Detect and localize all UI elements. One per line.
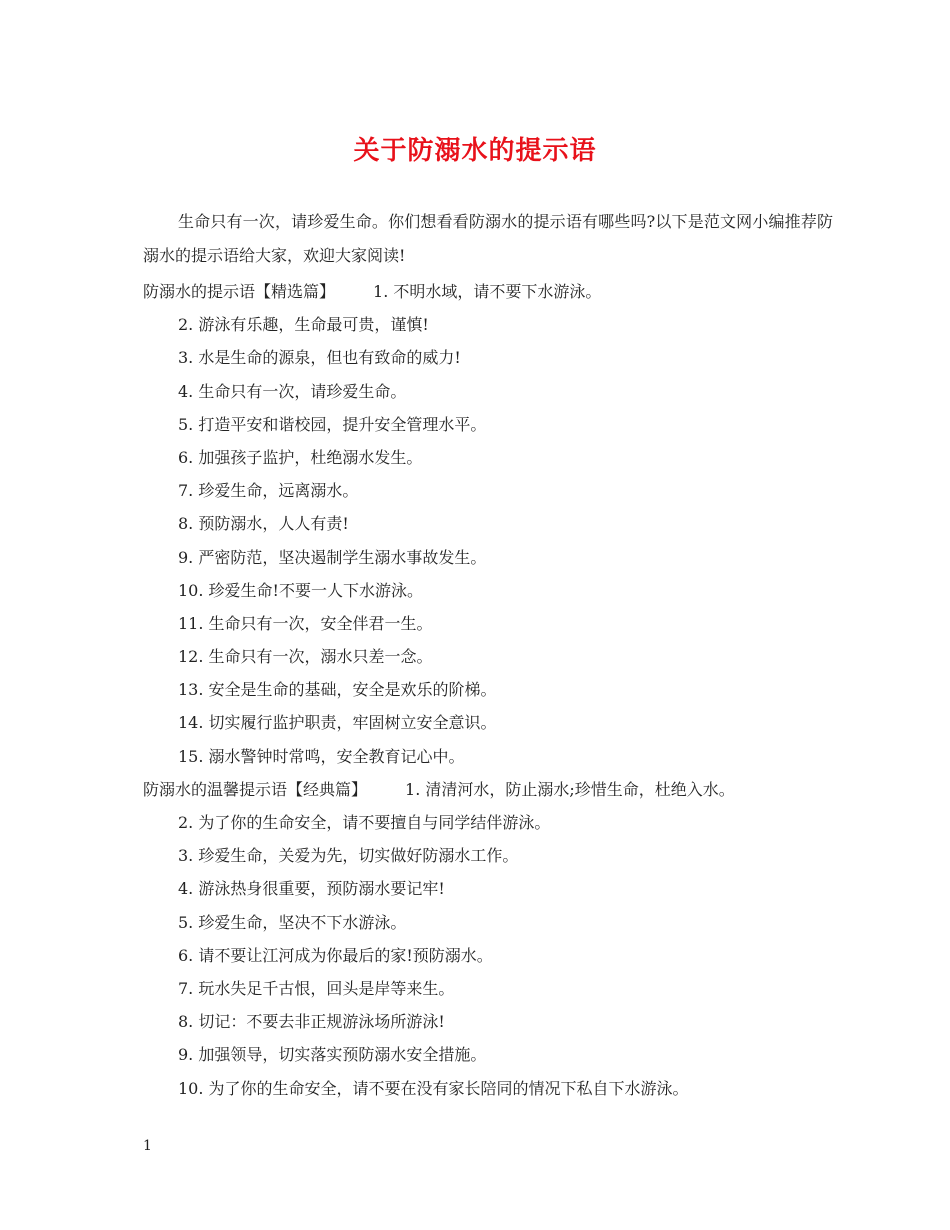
list-item: 3. 珍爱生命，关爱为先，切实做好防溺水工作。: [178, 846, 519, 866]
list-item: 12. 生命只有一次，溺水只差一念。: [178, 647, 433, 667]
list-item: 2. 游泳有乐趣，生命最可贵，谨慎!: [178, 315, 429, 335]
list-item: 15. 溺水警钟时常鸣，安全教育记心中。: [178, 746, 465, 766]
list-item: 5. 打造平安和谐校园，提升安全管理水平。: [178, 414, 487, 434]
page-number: 1: [143, 1138, 152, 1154]
list-item: 10. 为了你的生命安全，请不要在没有家长陪同的情况下私自下水游泳。: [178, 1078, 689, 1098]
section-1-heading-line: [143, 275, 843, 308]
section-1-item-1: 1. 不明水域，请不要下水游泳。: [373, 282, 602, 301]
section-2-item-1: 1. 清清河水，防止溺水;珍惜生命，杜绝入水。: [405, 779, 735, 799]
list-item: 4. 游泳热身很重要，预防溺水要记牢!: [178, 879, 445, 899]
list-item: 7. 珍爱生命，远离溺水。: [178, 481, 359, 501]
list-item: 5. 珍爱生命，坚决不下水游泳。: [178, 912, 407, 932]
section-2-heading-line: [143, 773, 843, 806]
list-item: 8. 预防溺水，人人有责!: [178, 514, 349, 534]
list-item: 6. 请不要让江河成为你最后的家!预防溺水。: [178, 945, 493, 965]
section-1-heading: 防溺水的提示语【精选篇】: [143, 282, 336, 301]
list-item: 4. 生命只有一次，请珍爱生命。: [178, 381, 407, 401]
list-item: 6. 加强孩子监护，杜绝溺水发生。: [178, 447, 423, 467]
list-item: 7. 玩水失足千古恨，回头是岸等来生。: [178, 978, 455, 998]
list-item: 2. 为了你的生命安全，请不要擅自与同学结伴游泳。: [178, 813, 551, 832]
list-item: 13. 安全是生命的基础，安全是欢乐的阶梯。: [178, 680, 497, 700]
list-item: 9. 严密防范，坚决遏制学生溺水事故发生。: [178, 547, 487, 567]
section-2-heading: 防溺水的温馨提示语【经典篇】: [143, 779, 368, 799]
list-item: 10. 珍爱生命!不要一人下水游泳。: [178, 580, 423, 600]
list-item: 11. 生命只有一次，安全伴君一生。: [178, 613, 433, 633]
list-item: 14. 切实履行监护职责，牢固树立安全意识。: [178, 713, 497, 733]
list-item: 8. 切记：不要去非正规游泳场所游泳!: [178, 1012, 445, 1032]
document-title: 关于防溺水的提示语: [353, 136, 597, 166]
intro-paragraph: 生命只有一次，请珍爱生命。你们想看看防溺水的提示语有哪些吗?以下是范文网小编推荐防溺水的提示语给大家，欢迎大家阅读!: [143, 212, 833, 265]
list-item: 3. 水是生命的源泉，但也有致命的威力!: [178, 348, 461, 368]
document-body: [143, 275, 843, 1105]
list-item: 9. 加强领导，切实落实预防溺水安全措施。: [178, 1045, 487, 1065]
